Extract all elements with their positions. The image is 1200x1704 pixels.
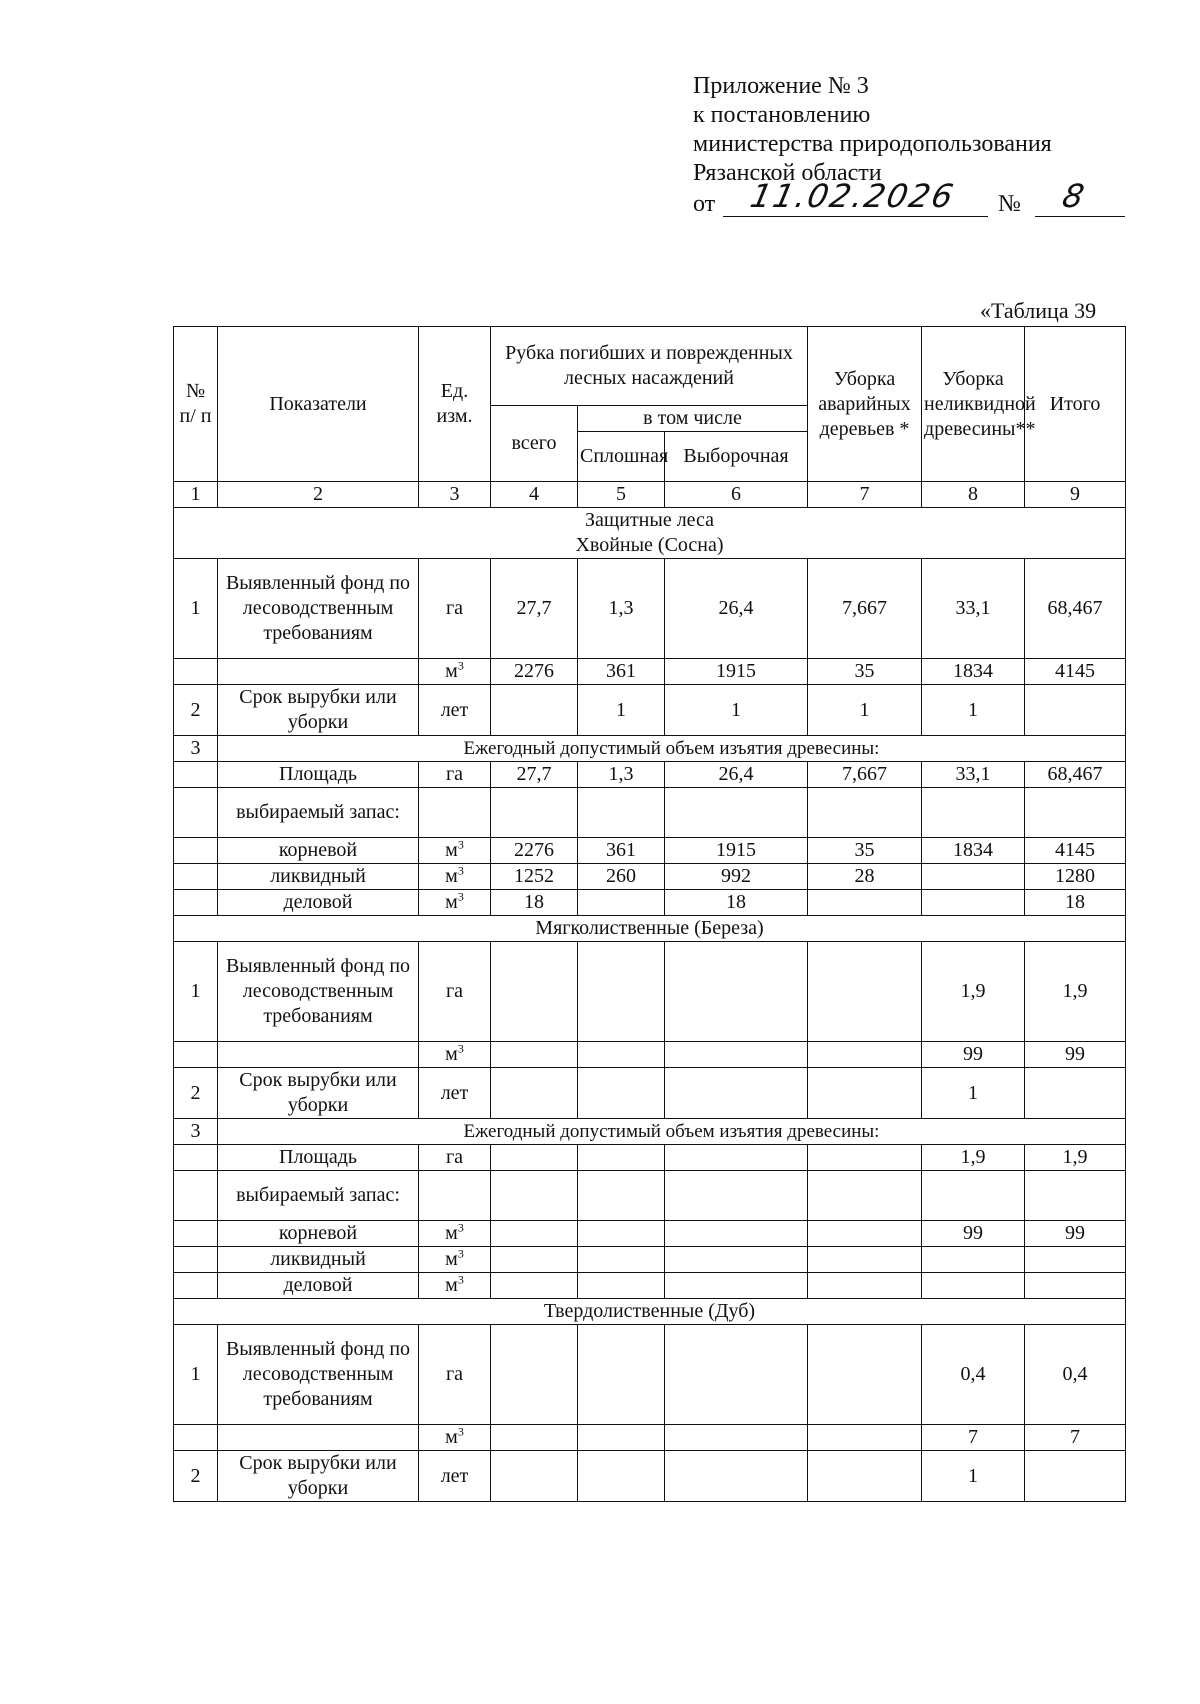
row-number-empty bbox=[174, 762, 218, 788]
col-header-selective: Выборочная bbox=[665, 432, 808, 482]
unit-m3 bbox=[419, 1221, 491, 1247]
indicator-stock: выбираемый запас: bbox=[218, 1171, 419, 1221]
col-header-clear: Сплошная bbox=[578, 432, 665, 482]
value-cell bbox=[578, 1221, 665, 1247]
unit-m3 bbox=[419, 838, 491, 864]
unit-m: м bbox=[445, 1274, 458, 1296]
value-cell: 1834 bbox=[922, 838, 1025, 864]
unit-m: м bbox=[445, 1043, 458, 1065]
value-cell bbox=[922, 890, 1025, 916]
value-cell bbox=[491, 1145, 578, 1171]
value-cell: 1,3 bbox=[578, 559, 665, 659]
forest-type: Защитные леса bbox=[584, 509, 715, 531]
table-row bbox=[174, 838, 1126, 864]
row-number-empty bbox=[174, 1171, 218, 1221]
table-row bbox=[174, 1145, 1126, 1171]
value-cell bbox=[1025, 685, 1126, 736]
value-cell bbox=[578, 942, 665, 1042]
table-row bbox=[174, 788, 1126, 838]
empty-cell bbox=[491, 788, 578, 838]
unit-years: лет bbox=[419, 685, 491, 736]
row-number: 2 bbox=[174, 1451, 218, 1502]
indicator-stock: выбираемый запас: bbox=[218, 788, 419, 838]
value-cell bbox=[491, 1325, 578, 1425]
value-cell bbox=[1025, 1247, 1126, 1273]
value-cell bbox=[578, 890, 665, 916]
value-cell: 99 bbox=[1025, 1042, 1126, 1068]
value-cell bbox=[922, 864, 1025, 890]
value-cell: 1915 bbox=[665, 659, 808, 685]
col-header-num: № п/ п bbox=[174, 327, 218, 482]
value-cell: 1 bbox=[922, 1068, 1025, 1119]
table-row bbox=[174, 736, 1126, 762]
unit-m: м bbox=[445, 660, 458, 682]
value-cell: 1 bbox=[578, 685, 665, 736]
table-row bbox=[174, 1451, 1126, 1502]
indicator-fund: Выявленный фонд по лесоводственным требованиям bbox=[218, 559, 419, 659]
col-header-unit: Ед. изм. bbox=[419, 327, 491, 482]
value-cell: 26,4 bbox=[665, 559, 808, 659]
unit-m: м bbox=[445, 839, 458, 861]
value-cell: 35 bbox=[808, 659, 922, 685]
value-cell bbox=[808, 1425, 922, 1451]
value-cell: 68,467 bbox=[1025, 762, 1126, 788]
value-cell bbox=[808, 890, 922, 916]
value-cell bbox=[491, 1221, 578, 1247]
empty-cell bbox=[808, 1171, 922, 1221]
indicator-business: деловой bbox=[218, 890, 419, 916]
value-cell bbox=[808, 1273, 922, 1299]
value-cell bbox=[491, 1451, 578, 1502]
species-title: Мягколиственные (Береза) bbox=[535, 917, 764, 939]
empty-cell bbox=[1025, 788, 1126, 838]
table-row bbox=[174, 659, 1126, 685]
value-cell bbox=[578, 1325, 665, 1425]
empty-cell bbox=[491, 1171, 578, 1221]
column-number: 9 bbox=[1025, 482, 1126, 508]
indicator-fund: Выявленный фонд по лесоводственным требованиям bbox=[218, 1325, 419, 1425]
column-number: 3 bbox=[419, 482, 491, 508]
unit-m3 bbox=[419, 890, 491, 916]
unit-m3 bbox=[419, 864, 491, 890]
col-header-total: всего bbox=[491, 406, 578, 482]
unit-sup: 3 bbox=[457, 1272, 464, 1287]
value-cell bbox=[1025, 1068, 1126, 1119]
value-cell bbox=[578, 1425, 665, 1451]
column-number: 4 bbox=[491, 482, 578, 508]
indicator-empty bbox=[218, 659, 419, 685]
indicator-term: Срок вырубки или уборки bbox=[218, 1451, 419, 1502]
value-cell bbox=[808, 1221, 922, 1247]
indicator-area: Площадь bbox=[218, 1145, 419, 1171]
row-number-empty bbox=[174, 788, 218, 838]
value-cell bbox=[578, 1247, 665, 1273]
unit-sup: 3 bbox=[457, 1220, 464, 1235]
empty-cell bbox=[419, 1171, 491, 1221]
value-cell: 35 bbox=[808, 838, 922, 864]
value-cell: 99 bbox=[1025, 1221, 1126, 1247]
value-cell bbox=[808, 1325, 922, 1425]
value-cell: 2276 bbox=[491, 659, 578, 685]
value-cell: 7 bbox=[1025, 1425, 1126, 1451]
value-cell: 1 bbox=[922, 685, 1025, 736]
species-title: Твердолиственные (Дуб) bbox=[543, 1300, 756, 1322]
value-cell: 1915 bbox=[665, 838, 808, 864]
value-cell bbox=[1025, 1273, 1126, 1299]
table-row bbox=[174, 508, 1126, 559]
col-header-indicators: Показатели bbox=[218, 327, 419, 482]
col-header-emergency: Уборка аварийных деревьев * bbox=[808, 327, 922, 482]
value-cell: 1280 bbox=[1025, 864, 1126, 890]
value-cell: 18 bbox=[665, 890, 808, 916]
value-cell: 26,4 bbox=[665, 762, 808, 788]
unit-sup: 3 bbox=[457, 1424, 464, 1439]
value-cell: 27,7 bbox=[491, 762, 578, 788]
unit-m3 bbox=[419, 1425, 491, 1451]
indicator-term: Срок вырубки или уборки bbox=[218, 685, 419, 736]
value-cell bbox=[665, 1425, 808, 1451]
row-number-empty bbox=[174, 838, 218, 864]
value-cell bbox=[578, 1145, 665, 1171]
value-cell: 1,9 bbox=[922, 1145, 1025, 1171]
handwritten-date: 11.02.2026 bbox=[747, 177, 959, 215]
value-cell bbox=[491, 1042, 578, 1068]
indicator-root: корневой bbox=[218, 1221, 419, 1247]
unit-ha: га bbox=[419, 1325, 491, 1425]
value-cell: 7,667 bbox=[808, 559, 922, 659]
row-number-empty bbox=[174, 1273, 218, 1299]
unit-m: м bbox=[445, 1222, 458, 1244]
row-number-empty bbox=[174, 864, 218, 890]
indicator-empty bbox=[218, 1042, 419, 1068]
annual-volume-title: Ежегодный допустимый объем изъятия древесины: bbox=[218, 736, 1126, 762]
empty-cell bbox=[578, 788, 665, 838]
value-cell: 33,1 bbox=[922, 559, 1025, 659]
value-cell: 1,3 bbox=[578, 762, 665, 788]
unit-years: лет bbox=[419, 1451, 491, 1502]
value-cell: 0,4 bbox=[1025, 1325, 1126, 1425]
unit-m3 bbox=[419, 1042, 491, 1068]
value-cell bbox=[665, 1145, 808, 1171]
value-cell bbox=[665, 1042, 808, 1068]
appendix-line-4: Рязанской области bbox=[693, 160, 882, 186]
column-number: 2 bbox=[218, 482, 419, 508]
number-prefix: № bbox=[998, 191, 1021, 217]
row-number: 3 bbox=[174, 1119, 218, 1145]
table-row bbox=[174, 1273, 1126, 1299]
table-row bbox=[174, 1425, 1126, 1451]
column-number: 5 bbox=[578, 482, 665, 508]
value-cell: 361 bbox=[578, 838, 665, 864]
value-cell bbox=[808, 942, 922, 1042]
table-row bbox=[174, 1068, 1126, 1119]
value-cell bbox=[491, 1247, 578, 1273]
value-cell: 1,9 bbox=[922, 942, 1025, 1042]
unit-m3 bbox=[419, 1273, 491, 1299]
empty-cell bbox=[922, 1171, 1025, 1221]
value-cell: 27,7 bbox=[491, 559, 578, 659]
date-number-line bbox=[693, 177, 1133, 224]
value-cell: 361 bbox=[578, 659, 665, 685]
value-cell bbox=[808, 1451, 922, 1502]
indicator-liquid: ликвидный bbox=[218, 1247, 419, 1273]
row-number-empty bbox=[174, 1145, 218, 1171]
unit-sup: 3 bbox=[457, 837, 464, 852]
table-row bbox=[174, 685, 1126, 736]
row-number: 1 bbox=[174, 942, 218, 1042]
table-row bbox=[174, 1221, 1126, 1247]
value-cell: 4145 bbox=[1025, 659, 1126, 685]
col-header-including: в том числе bbox=[578, 406, 808, 432]
unit-m3 bbox=[419, 1247, 491, 1273]
value-cell bbox=[665, 1451, 808, 1502]
unit-sup: 3 bbox=[457, 889, 464, 904]
appendix-header bbox=[693, 72, 1133, 224]
value-cell: 33,1 bbox=[922, 762, 1025, 788]
value-cell: 18 bbox=[491, 890, 578, 916]
date-prefix: от bbox=[693, 191, 716, 217]
data-table bbox=[173, 326, 1126, 1502]
value-cell: 1 bbox=[922, 1451, 1025, 1502]
table-row bbox=[174, 559, 1126, 659]
column-number: 7 bbox=[808, 482, 922, 508]
indicator-business: деловой bbox=[218, 1273, 419, 1299]
value-cell: 7,667 bbox=[808, 762, 922, 788]
unit-m: м bbox=[445, 865, 458, 887]
species-title: Хвойные (Сосна) bbox=[575, 534, 724, 556]
value-cell bbox=[808, 1068, 922, 1119]
row-number-empty bbox=[174, 1042, 218, 1068]
value-cell bbox=[578, 1068, 665, 1119]
value-cell: 99 bbox=[922, 1221, 1025, 1247]
value-cell bbox=[922, 1273, 1025, 1299]
value-cell bbox=[665, 1247, 808, 1273]
table-row bbox=[174, 942, 1126, 1042]
indicator-term: Срок вырубки или уборки bbox=[218, 1068, 419, 1119]
value-cell: 2276 bbox=[491, 838, 578, 864]
empty-cell bbox=[1025, 1171, 1126, 1221]
value-cell: 18 bbox=[1025, 890, 1126, 916]
table-row bbox=[174, 762, 1126, 788]
row-number-empty bbox=[174, 890, 218, 916]
value-cell: 1252 bbox=[491, 864, 578, 890]
value-cell: 4145 bbox=[1025, 838, 1126, 864]
row-number-empty bbox=[174, 659, 218, 685]
appendix-line-3: министерства природопользования bbox=[693, 131, 1052, 157]
column-number: 1 bbox=[174, 482, 218, 508]
unit-ha: га bbox=[419, 762, 491, 788]
value-cell bbox=[922, 1247, 1025, 1273]
unit-m3 bbox=[419, 659, 491, 685]
col-header-felling: Рубка погибших и поврежденных лесных насаждений bbox=[491, 327, 808, 406]
table-row bbox=[174, 890, 1126, 916]
indicator-liquid: ликвидный bbox=[218, 864, 419, 890]
value-cell: 1 bbox=[808, 685, 922, 736]
value-cell bbox=[491, 1425, 578, 1451]
value-cell: 992 bbox=[665, 864, 808, 890]
empty-cell bbox=[665, 1171, 808, 1221]
value-cell: 260 bbox=[578, 864, 665, 890]
unit-m: м bbox=[445, 891, 458, 913]
row-number: 2 bbox=[174, 685, 218, 736]
value-cell bbox=[665, 1325, 808, 1425]
value-cell bbox=[665, 942, 808, 1042]
appendix-line-2: к постановлению bbox=[693, 102, 871, 128]
empty-cell bbox=[808, 788, 922, 838]
value-cell: 7 bbox=[922, 1425, 1025, 1451]
row-number-empty bbox=[174, 1247, 218, 1273]
value-cell: 1,9 bbox=[1025, 942, 1126, 1042]
value-cell: 99 bbox=[922, 1042, 1025, 1068]
value-cell bbox=[665, 1221, 808, 1247]
handwritten-number: 8 bbox=[1059, 177, 1090, 215]
value-cell: 68,467 bbox=[1025, 559, 1126, 659]
unit-sup: 3 bbox=[457, 1246, 464, 1261]
unit-ha: га bbox=[419, 942, 491, 1042]
appendix-title: Приложение № 3 bbox=[693, 73, 869, 99]
table-row bbox=[174, 1171, 1126, 1221]
row-number-empty bbox=[174, 1425, 218, 1451]
table-row bbox=[174, 1325, 1126, 1425]
value-cell bbox=[808, 1247, 922, 1273]
value-cell: 1834 bbox=[922, 659, 1025, 685]
indicator-fund: Выявленный фонд по лесоводственным требованиям bbox=[218, 942, 419, 1042]
table-row bbox=[174, 864, 1126, 890]
unit-years: лет bbox=[419, 1068, 491, 1119]
table-row bbox=[174, 482, 1126, 508]
value-cell: 28 bbox=[808, 864, 922, 890]
value-cell: 0,4 bbox=[922, 1325, 1025, 1425]
column-number: 6 bbox=[665, 482, 808, 508]
unit-ha: га bbox=[419, 1145, 491, 1171]
value-cell bbox=[665, 1273, 808, 1299]
value-cell bbox=[491, 942, 578, 1042]
unit-ha: га bbox=[419, 559, 491, 659]
empty-cell bbox=[419, 788, 491, 838]
table-row bbox=[174, 1299, 1126, 1325]
row-number-empty bbox=[174, 1221, 218, 1247]
value-cell bbox=[808, 1042, 922, 1068]
table-row bbox=[174, 1119, 1126, 1145]
unit-sup: 3 bbox=[457, 658, 464, 673]
value-cell bbox=[578, 1042, 665, 1068]
table-label: «Таблица 39 bbox=[980, 298, 1097, 323]
section-title bbox=[174, 508, 1126, 559]
section-title bbox=[174, 1299, 1126, 1325]
table-row bbox=[174, 1042, 1126, 1068]
column-number: 8 bbox=[922, 482, 1025, 508]
empty-cell bbox=[665, 788, 808, 838]
row-number: 2 bbox=[174, 1068, 218, 1119]
indicator-root: корневой bbox=[218, 838, 419, 864]
indicator-empty bbox=[218, 1425, 419, 1451]
value-cell bbox=[1025, 1451, 1126, 1502]
unit-sup: 3 bbox=[457, 1041, 464, 1056]
indicator-area: Площадь bbox=[218, 762, 419, 788]
row-number: 1 bbox=[174, 1325, 218, 1425]
table-row bbox=[174, 1247, 1126, 1273]
section-title bbox=[174, 916, 1126, 942]
empty-cell bbox=[922, 788, 1025, 838]
annual-volume-title: Ежегодный допустимый объем изъятия древесины: bbox=[218, 1119, 1126, 1145]
row-number: 3 bbox=[174, 736, 218, 762]
row-number: 1 bbox=[174, 559, 218, 659]
value-cell bbox=[491, 685, 578, 736]
value-cell bbox=[491, 1273, 578, 1299]
table-row bbox=[174, 916, 1126, 942]
col-header-illiquid: Уборка неликвидной древесины** bbox=[922, 327, 1025, 482]
value-cell bbox=[578, 1273, 665, 1299]
unit-sup: 3 bbox=[457, 863, 464, 878]
value-cell bbox=[665, 1068, 808, 1119]
col-header-sum: Итого bbox=[1025, 327, 1126, 482]
value-cell bbox=[491, 1068, 578, 1119]
value-cell: 1,9 bbox=[1025, 1145, 1126, 1171]
unit-m: м bbox=[445, 1426, 458, 1448]
value-cell: 1 bbox=[665, 685, 808, 736]
empty-cell bbox=[578, 1171, 665, 1221]
unit-m: м bbox=[445, 1248, 458, 1270]
value-cell bbox=[578, 1451, 665, 1502]
value-cell bbox=[808, 1145, 922, 1171]
